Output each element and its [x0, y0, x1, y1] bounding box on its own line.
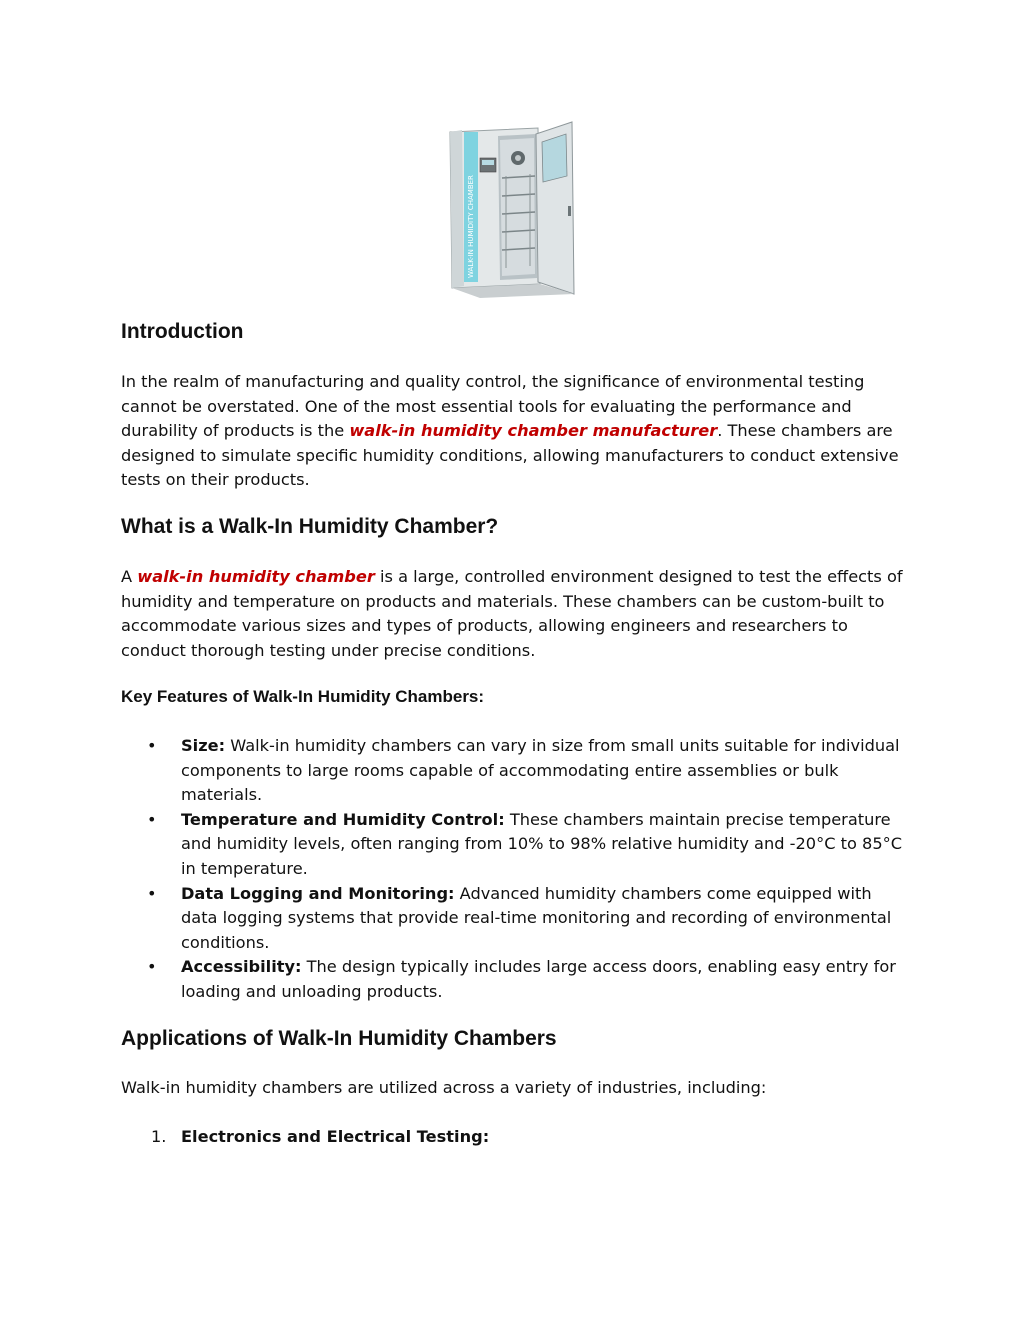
feature-text: Advanced humidity chambers come equipped with data logging systems that provide real-time monitoring and recording of environmental conditions.: [181, 883, 892, 952]
chamber-side-label: WALK-IN HUMIDITY CHAMBER: [467, 175, 475, 278]
feature-item-logging: [121, 882, 911, 956]
heading-key-features: Key Features of Walk-In Humidity Chambers:: [121, 687, 485, 706]
what-text-2: is a large, controlled environment designed to test the effects of humidity and temperature on products and materials. These chambers can be custom-built to accommodate various sizes and types of products, allowing engineers and researchers to conduct thorough testing under precise conditions.: [121, 567, 903, 660]
heading-introduction: Introduction: [121, 320, 244, 343]
list-number: 1.: [151, 1127, 167, 1146]
application-label: Electronics and Electrical Testing:: [181, 1127, 490, 1146]
feature-text: These chambers maintain precise temperature and humidity levels, often ranging from 10% to 98% relative humidity and -20°C to 85°C in temperature.: [181, 809, 903, 878]
heading-applications: Applications of Walk-In Humidity Chambers: [121, 1027, 557, 1050]
feature-label: Size:: [181, 736, 226, 755]
walk-in-humidity-chamber-link[interactable]: walk-in humidity chamber: [137, 567, 375, 586]
feature-label: Data Logging and Monitoring:: [181, 883, 455, 903]
feature-label: Accessibility:: [181, 957, 302, 977]
chamber-photo: [440, 118, 590, 298]
heading-what-is: What is a Walk-In Humidity Chamber?: [121, 515, 499, 538]
application-item: [121, 1125, 911, 1150]
feature-text: The design typically includes large access doors, enabling easy entry for loading and unloading products.: [181, 957, 896, 1001]
intro-paragraph: [121, 370, 911, 493]
bullet-icon: •: [147, 957, 157, 977]
feature-text: Walk-in humidity chambers can vary in size from small units suitable for individual components to large rooms capable of accommodating entire assemblies or bulk materials.: [181, 736, 900, 805]
feature-item-control: [121, 808, 911, 882]
applications-list: [121, 1125, 911, 1150]
feature-item-accessibility: [121, 955, 911, 1004]
walk-in-humidity-chamber-icon: [440, 118, 590, 298]
what-text-1: A: [121, 567, 138, 586]
applications-intro: Walk-in humidity chambers are utilized across a variety of industries, including:: [121, 1078, 767, 1097]
feature-item-size: [121, 734, 911, 808]
bullet-icon: •: [147, 883, 157, 903]
bullet-icon: •: [147, 736, 157, 755]
bullet-icon: •: [147, 809, 157, 829]
intro-text-1: In the realm of manufacturing and quality control, the significance of environmental testing cannot be overstated. One of the most essential tools for evaluating the performance and durability of products is the: [121, 372, 865, 441]
features-list: [121, 734, 911, 1005]
what-paragraph: [121, 565, 911, 663]
walk-in-humidity-chamber-manufacturer-link[interactable]: walk-in humidity chamber manufacturer: [349, 421, 718, 441]
intro-text-2: . These chambers are designed to simulate specific humidity conditions, allowing manufacturers to conduct extensive tests on their products.: [121, 421, 899, 490]
feature-label: Temperature and Humidity Control:: [181, 809, 505, 829]
